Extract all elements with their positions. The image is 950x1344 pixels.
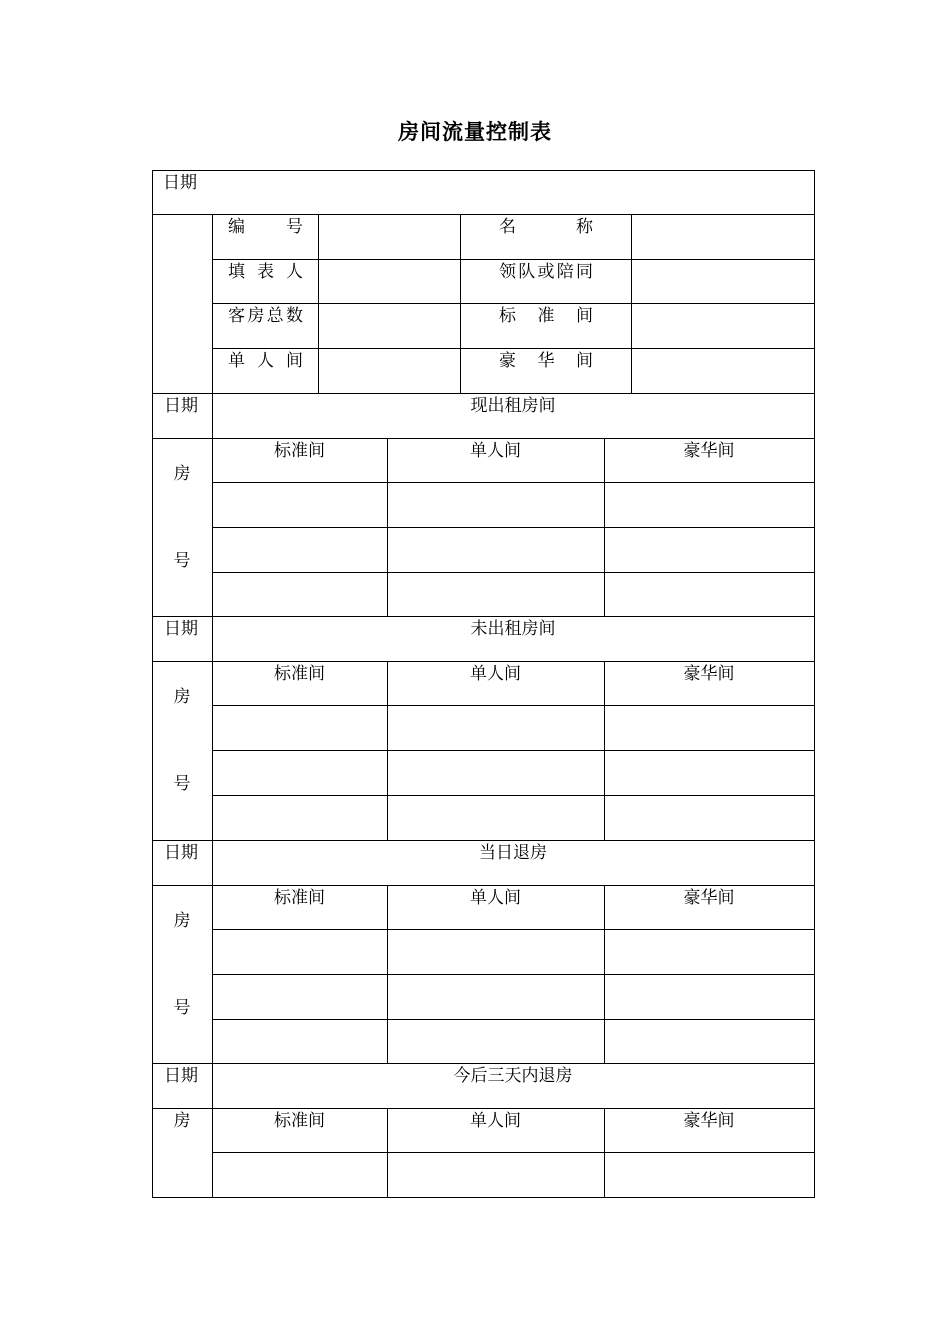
- room-number-cell[interactable]: [605, 796, 814, 840]
- top-date-value-cell[interactable]: [206, 171, 814, 214]
- standard-room-label: 标 准 间: [499, 306, 593, 326]
- filler-label: 填 表 人: [228, 262, 303, 282]
- column-header: 单人间: [470, 664, 521, 684]
- room-number-cell[interactable]: [213, 483, 387, 527]
- page-title: 房间流量控制表: [398, 120, 552, 144]
- name-label: 名 称: [499, 217, 593, 237]
- room-number-cell[interactable]: [605, 706, 814, 750]
- room-number-cell[interactable]: [605, 483, 814, 527]
- column-header: 标准间: [274, 888, 325, 908]
- room-number-cell[interactable]: [388, 706, 604, 750]
- room-number-cell[interactable]: [388, 528, 604, 572]
- column-header: 标准间: [274, 441, 325, 461]
- room-number-cell[interactable]: [213, 975, 387, 1019]
- room-number-cell[interactable]: [605, 1153, 814, 1197]
- table-rule: [152, 438, 815, 439]
- room-label-char: 房: [173, 911, 191, 931]
- room-number-cell[interactable]: [605, 573, 814, 617]
- column-header: 标准间: [274, 664, 325, 684]
- room-number-cell[interactable]: [213, 573, 387, 617]
- room-number-cell[interactable]: [605, 930, 814, 974]
- room-label-char: 号: [173, 998, 191, 1018]
- luxury-room-value-cell[interactable]: [632, 349, 814, 393]
- top-date-label: 日期: [163, 173, 197, 193]
- column-header: 豪华间: [683, 1111, 735, 1131]
- section-heading: 未出租房间: [470, 619, 556, 639]
- column-header: 豪华间: [683, 888, 735, 908]
- room-number-cell[interactable]: [388, 975, 604, 1019]
- room-label-char: 房: [173, 1111, 191, 1131]
- room-number-cell[interactable]: [213, 930, 387, 974]
- column-header: 豪华间: [683, 441, 735, 461]
- table-left-border: [152, 170, 153, 1198]
- room-number-cell[interactable]: [213, 751, 387, 795]
- room-number-cell[interactable]: [388, 573, 604, 617]
- column-header: 标准间: [274, 1111, 325, 1131]
- single-room-value-cell[interactable]: [319, 349, 460, 393]
- number-label: 编 号: [228, 217, 303, 237]
- room-label-char: 房: [173, 687, 191, 707]
- room-number-cell[interactable]: [213, 796, 387, 840]
- table-rule: [212, 214, 213, 394]
- table-rule: [152, 661, 815, 662]
- room-number-cell[interactable]: [388, 1153, 604, 1197]
- room-number-cell[interactable]: [213, 1020, 387, 1064]
- table-right-border: [814, 170, 815, 1198]
- section-date-label: 日期: [164, 396, 198, 416]
- section-heading: 当日退房: [479, 843, 547, 863]
- filler-value-cell[interactable]: [319, 260, 460, 304]
- table-rule: [152, 1108, 815, 1109]
- room-number-cell[interactable]: [213, 706, 387, 750]
- total-rooms-value-cell[interactable]: [319, 304, 460, 348]
- total-rooms-label: 客 房 总 数: [228, 306, 303, 326]
- column-header: 豪华间: [683, 664, 735, 684]
- room-number-cell[interactable]: [388, 483, 604, 527]
- room-number-cell[interactable]: [605, 975, 814, 1019]
- number-value-cell[interactable]: [319, 215, 460, 259]
- room-number-cell[interactable]: [605, 528, 814, 572]
- table-bottom-border: [152, 1197, 815, 1198]
- room-number-cell[interactable]: [213, 1153, 387, 1197]
- table-rule: [152, 885, 815, 886]
- section-heading: 现出租房间: [470, 396, 556, 416]
- standard-room-value-cell[interactable]: [632, 304, 814, 348]
- room-label-char: 房: [173, 464, 191, 484]
- column-header: 单人间: [470, 888, 521, 908]
- leader-label: 领 队 或 陪 同: [499, 262, 593, 282]
- table-rule: [152, 393, 815, 394]
- room-number-cell[interactable]: [388, 930, 604, 974]
- room-number-cell[interactable]: [388, 796, 604, 840]
- table-rule: [460, 214, 461, 394]
- luxury-room-label: 豪 华 间: [499, 351, 593, 371]
- section-date-label: 日期: [164, 843, 198, 863]
- room-label-char: 号: [173, 551, 191, 571]
- section-date-label: 日期: [164, 619, 198, 639]
- name-value-cell[interactable]: [632, 215, 814, 259]
- leader-value-cell[interactable]: [632, 260, 814, 304]
- room-number-cell[interactable]: [388, 751, 604, 795]
- table-rule: [152, 840, 815, 841]
- room-label-char: 号: [173, 774, 191, 794]
- column-header: 单人间: [470, 441, 521, 461]
- room-number-cell[interactable]: [213, 528, 387, 572]
- single-room-label: 单 人 间: [228, 351, 303, 371]
- room-number-cell[interactable]: [605, 1020, 814, 1064]
- section-heading: 今后三天内退房: [453, 1066, 573, 1086]
- column-header: 单人间: [470, 1111, 521, 1131]
- room-number-cell[interactable]: [388, 1020, 604, 1064]
- section-date-label: 日期: [164, 1066, 198, 1086]
- room-number-cell[interactable]: [605, 751, 814, 795]
